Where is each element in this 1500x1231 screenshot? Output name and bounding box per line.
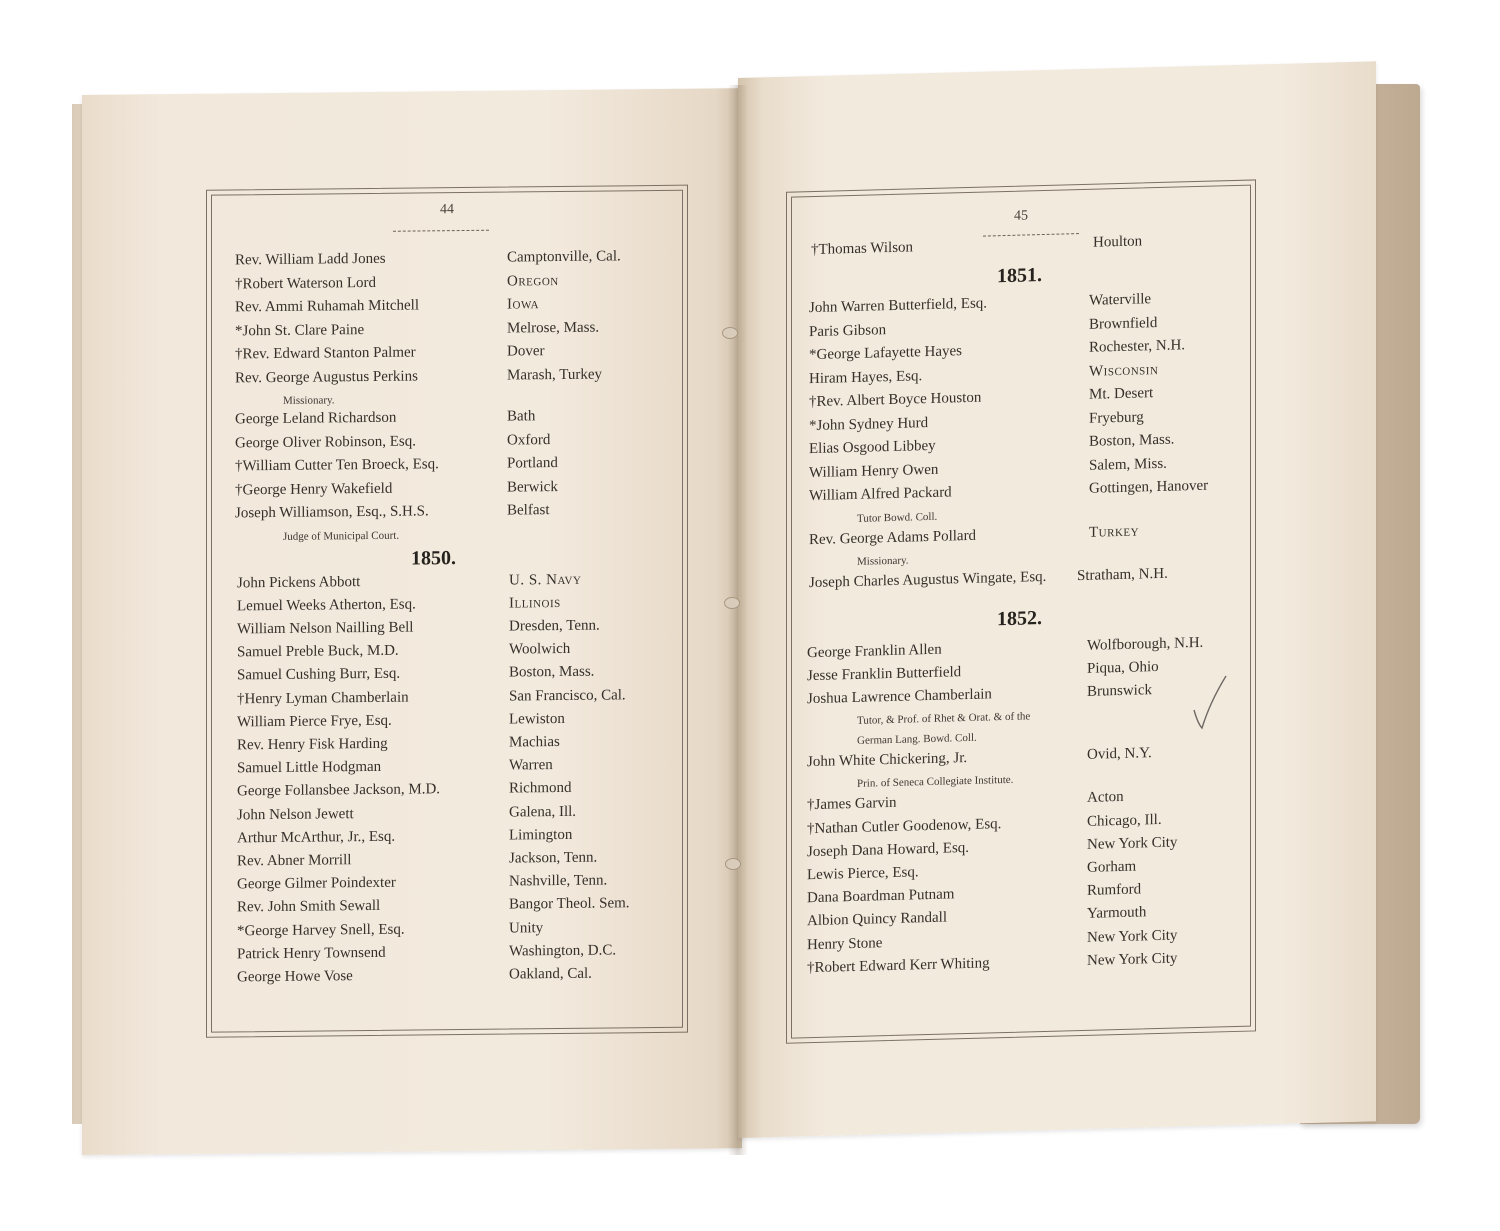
alumni-residence: Woolwich xyxy=(509,640,571,658)
class-year-heading: 1851. xyxy=(997,264,1042,288)
class-year-heading: 1852. xyxy=(997,606,1042,630)
alumni-name: George Gilmer Poindexter xyxy=(237,874,396,893)
alumni-name: John Nelson Jewett xyxy=(237,805,354,823)
book-gutter xyxy=(728,85,748,1155)
alumni-name: *George Harvey Snell, Esq. xyxy=(237,921,405,939)
alumni-residence: Camptonville, Cal. xyxy=(507,248,621,266)
alumni-residence: U. S. Navy xyxy=(509,571,582,589)
alumni-name: Rev. George Augustus Perkins xyxy=(235,367,418,386)
alumni-name: †Robert Edward Kerr Whiting xyxy=(807,955,990,976)
alumni-residence: Brunswick xyxy=(1087,682,1152,700)
alumni-name: George Franklin Allen xyxy=(807,641,942,661)
alumni-name: †Henry Lyman Chamberlain xyxy=(237,689,409,707)
alumni-name: John Pickens Abbott xyxy=(237,573,361,591)
alumni-name: Elias Osgood Libbey xyxy=(809,437,936,458)
entry-note: Judge of Municipal Court. xyxy=(283,529,400,543)
alumni-residence: Bath xyxy=(507,408,536,425)
alumni-residence: Galena, Ill. xyxy=(509,803,577,821)
alumni-name: Hiram Hayes, Esq. xyxy=(809,367,923,387)
alumni-residence: San Francisco, Cal. xyxy=(509,686,626,705)
alumni-name: Samuel Little Hodgman xyxy=(237,758,382,777)
alumni-residence: Boston, Mass. xyxy=(509,663,595,681)
entry-note: Prin. of Seneca Collegiate Institute. xyxy=(857,774,1014,791)
alumni-residence: Melrose, Mass. xyxy=(507,319,600,337)
alumni-residence: Acton xyxy=(1087,789,1124,807)
alumni-residence: Richmond xyxy=(509,780,572,797)
alumni-residence: Houlton xyxy=(1093,233,1143,251)
alumni-name: Joseph Dana Howard, Esq. xyxy=(807,839,970,860)
alumni-name: Paris Gibson xyxy=(809,321,887,340)
alumni-name: Henry Stone xyxy=(807,934,883,953)
alumni-name: *John St. Clare Paine xyxy=(235,321,365,339)
alumni-name: Samuel Preble Buck, M.D. xyxy=(237,642,399,661)
alumni-name: *John Sydney Hurd xyxy=(809,414,929,434)
alumni-residence: Lewiston xyxy=(509,710,565,728)
alumni-residence: Jackson, Tenn. xyxy=(509,849,598,867)
alumni-residence: Dresden, Tenn. xyxy=(509,617,600,635)
entry-note: Tutor Bowd. Coll. xyxy=(857,510,938,525)
alumni-name: Samuel Cushing Burr, Esq. xyxy=(237,665,401,684)
entry-note: Missionary. xyxy=(283,394,335,407)
class-year-heading: 1850. xyxy=(411,546,456,570)
alumni-name: George Howe Vose xyxy=(237,968,353,986)
entry-note: German Lang. Bowd. Coll. xyxy=(857,731,977,747)
alumni-residence: Salem, Miss. xyxy=(1089,455,1167,474)
alumni-name: George Follansbee Jackson, M.D. xyxy=(237,781,441,800)
alumni-residence: Nashville, Tenn. xyxy=(509,872,608,890)
alumni-residence: Warren xyxy=(509,757,553,774)
alumni-name: William Alfred Packard xyxy=(809,484,952,505)
alumni-residence: Gottingen, Hanover xyxy=(1089,477,1209,497)
alumni-residence: Dover xyxy=(507,343,545,360)
alumni-name: Lemuel Weeks Atherton, Esq. xyxy=(237,596,416,615)
alumni-name: William Henry Owen xyxy=(809,461,939,481)
entry-note: Tutor, & Prof. of Rhet & Orat. & of the xyxy=(857,710,1031,727)
alumni-name: †Thomas Wilson xyxy=(811,239,914,259)
alumni-name: †George Henry Wakefield xyxy=(235,480,393,498)
alumni-residence: New York City xyxy=(1087,834,1178,853)
alumni-name: John Warren Butterfield, Esq. xyxy=(809,295,988,317)
alumni-name: Rev. William Ladd Jones xyxy=(235,250,386,269)
alumni-name: George Leland Richardson xyxy=(235,409,397,428)
alumni-residence: Illinois xyxy=(509,594,561,612)
alumni-name: Albion Quincy Randall xyxy=(807,909,947,930)
alumni-residence: Brownfield xyxy=(1089,314,1158,333)
entry-note: Missionary. xyxy=(857,554,909,568)
alumni-residence: Oregon xyxy=(507,272,559,290)
alumni-name: *George Lafayette Hayes xyxy=(809,343,962,364)
alumni-residence: Waterville xyxy=(1089,291,1152,309)
alumni-name: †James Garvin xyxy=(807,795,897,814)
alumni-residence: Iowa xyxy=(507,296,540,313)
alumni-residence: Turkey xyxy=(1089,522,1140,541)
alumni-residence: Chicago, Ill. xyxy=(1087,811,1162,830)
alumni-residence: Stratham, N.H. xyxy=(1077,565,1168,585)
alumni-residence: Mt. Desert xyxy=(1089,385,1154,403)
alumni-residence: Unity xyxy=(509,919,544,937)
alumni-name: William Pierce Frye, Esq. xyxy=(237,712,392,731)
alumni-name: Rev. Ammi Ruhamah Mitchell xyxy=(235,297,420,316)
page-number-44: 44 xyxy=(440,202,454,218)
alumni-name: †William Cutter Ten Broeck, Esq. xyxy=(235,456,439,475)
page-number-45: 45 xyxy=(1014,208,1028,224)
alumni-name: Joshua Lawrence Chamberlain xyxy=(807,686,992,708)
alumni-name: Arthur McArthur, Jr., Esq. xyxy=(237,828,396,847)
alumni-name: Joseph Williamson, Esq., S.H.S. xyxy=(235,503,429,522)
alumni-residence: Wisconsin xyxy=(1089,361,1159,380)
binding-stitch xyxy=(724,597,740,609)
alumni-name: †Robert Waterson Lord xyxy=(235,274,376,292)
right-page-border xyxy=(786,179,1256,1043)
alumni-name: Rev. John Smith Sewall xyxy=(237,898,381,916)
binding-stitch xyxy=(725,858,741,870)
alumni-residence: Marash, Turkey xyxy=(507,366,603,384)
alumni-name: Rev. Henry Fisk Harding xyxy=(237,735,388,754)
alumni-name: John White Chickering, Jr. xyxy=(807,750,968,771)
pencil-checkmark-icon xyxy=(1192,672,1232,732)
left-page xyxy=(82,88,742,1155)
alumni-residence: Yarmouth xyxy=(1087,904,1147,923)
alumni-name: Lewis Pierce, Esq. xyxy=(807,864,919,884)
alumni-residence: Piqua, Ohio xyxy=(1087,658,1159,677)
alumni-residence: Washington, D.C. xyxy=(509,942,617,960)
right-page xyxy=(738,61,1376,1138)
alumni-residence: Rochester, N.H. xyxy=(1089,337,1186,356)
binding-stitch xyxy=(722,327,738,339)
alumni-residence: Boston, Mass. xyxy=(1089,431,1175,450)
alumni-name: Patrick Henry Townsend xyxy=(237,944,386,963)
alumni-residence: Gorham xyxy=(1087,858,1137,876)
alumni-residence: Belfast xyxy=(507,502,550,519)
alumni-residence: Fryeburg xyxy=(1089,408,1144,427)
alumni-name: William Nelson Nailling Bell xyxy=(237,619,414,638)
alumni-name: Jesse Franklin Butterfield xyxy=(807,663,962,684)
alumni-name: Dana Boardman Putnam xyxy=(807,886,955,907)
alumni-name: Rev. Abner Morrill xyxy=(237,852,352,870)
alumni-name: †Nathan Cutler Goodenow, Esq. xyxy=(807,815,1002,837)
alumni-residence: Wolfborough, N.H. xyxy=(1087,634,1204,654)
alumni-name: †Rev. Albert Boyce Houston xyxy=(809,389,982,411)
alumni-residence: Rumford xyxy=(1087,881,1142,899)
alumni-residence: Machias xyxy=(509,733,560,751)
alumni-residence: New York City xyxy=(1087,926,1178,946)
alumni-residence: Oxford xyxy=(507,431,551,449)
left-page-border xyxy=(206,185,688,1038)
alumni-name: Rev. George Adams Pollard xyxy=(809,527,977,548)
alumni-residence: Oakland, Cal. xyxy=(509,965,592,983)
alumni-name: †Rev. Edward Stanton Palmer xyxy=(235,344,416,363)
alumni-residence: Limington xyxy=(509,826,573,844)
alumni-residence: Portland xyxy=(507,455,558,472)
alumni-name: George Oliver Robinson, Esq. xyxy=(235,433,416,451)
alumni-residence: New York City xyxy=(1087,950,1178,969)
alumni-residence: Bangor Theol. Sem. xyxy=(509,895,630,913)
alumni-name: Joseph Charles Augustus Wingate, Esq. xyxy=(809,568,1047,592)
alumni-residence: Berwick xyxy=(507,478,558,496)
alumni-residence: Ovid, N.Y. xyxy=(1087,745,1152,763)
